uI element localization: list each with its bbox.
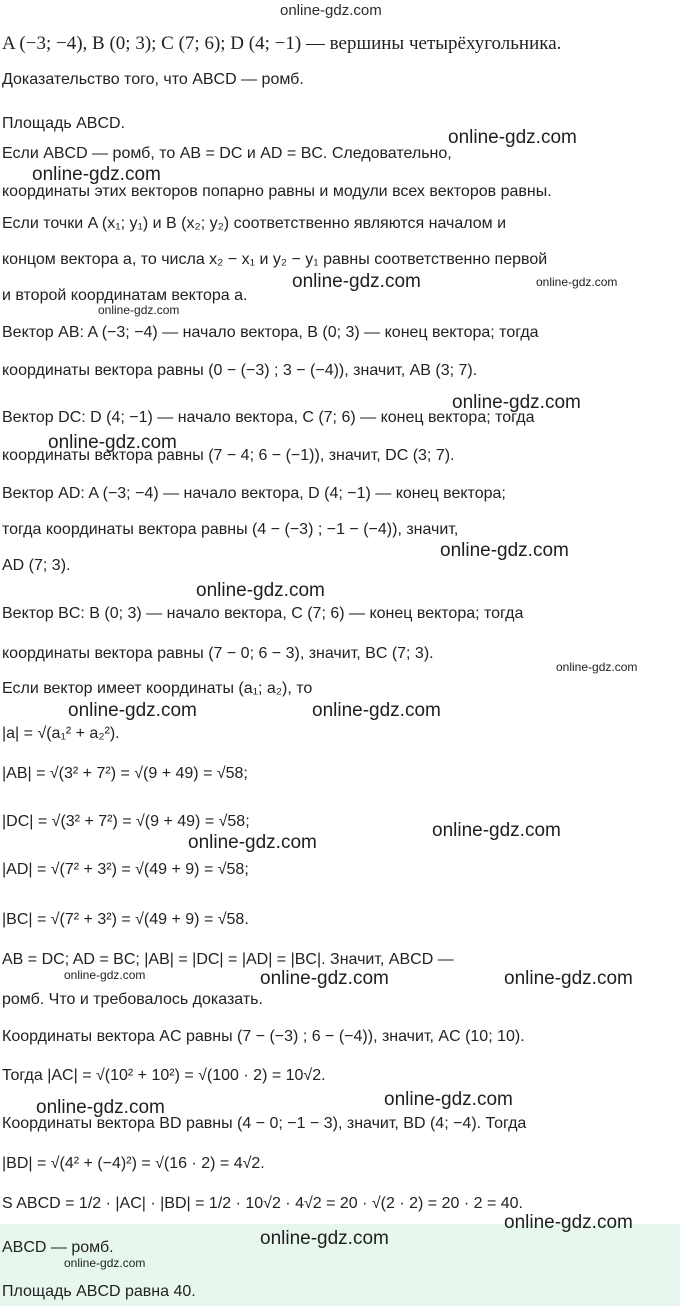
line-vector-coords: и второй координатам вектора a.: [2, 287, 248, 304]
watermark: online-gdz.com: [292, 271, 421, 292]
line-ad-coords: тогда координаты вектора равны (4 − (−3) ; −1 − (−4)), значит,: [2, 521, 459, 538]
watermark: online-gdz.com: [432, 820, 561, 841]
watermark: online-gdz.com: [504, 1212, 633, 1233]
line-vector-length-rule: Если вектор имеет координаты (a₁; a₂), то: [2, 680, 313, 697]
watermark: online-gdz.com: [36, 1097, 165, 1118]
watermark: online-gdz.com: [68, 700, 197, 721]
line-area-formula: S ABCD = 1/2 · |AC| · |BD| = 1/2 · 10√2 · 4√2 = 20 · √(2 · 2) = 20 · 2 = 40.: [2, 1195, 523, 1212]
watermark: online-gdz.com: [384, 1089, 513, 1110]
line-ac-coords: Координаты вектора AC равны (7 − (−3) ; 6 − (−4)), значит, AC (10; 10).: [2, 1028, 525, 1045]
line-vector-ad: Вектор AD: A (−3; −4) — начало вектора, D (4; −1) — конец вектора;: [2, 485, 506, 502]
watermark: online-gdz.com: [448, 127, 577, 148]
line-ad-result: AD (7; 3).: [2, 557, 71, 574]
answer-rhombus: ABCD — ромб.: [2, 1239, 114, 1256]
line-coordinates-equal: координаты этих векторов попарно равны и модули всех векторов равны.: [2, 183, 552, 200]
watermark: online-gdz.com: [260, 968, 389, 989]
line-vertices: A (−3; −4), B (0; 3); C (7; 6); D (4; −1) — вершины четырёхугольника.: [2, 33, 562, 54]
watermark: online-gdz.com: [32, 164, 161, 185]
watermark: online-gdz.com: [312, 700, 441, 721]
line-vector-end: концом вектора a, то числа x₂ − x₁ и y₂ − y₁ равны соответственно первой: [2, 251, 548, 268]
line-if-rhombus: Если ABCD — ромб, то AB = DC и AD = BC. Следовательно,: [2, 145, 452, 162]
watermark: online-gdz.com: [452, 392, 581, 413]
line-length-bc: |BC| = √(7² + 3²) = √(49 + 9) = √58.: [2, 911, 249, 928]
line-vector-ab: Вектор AB: A (−3; −4) — начало вектора, B (0; 3) — конец вектора; тогда: [2, 324, 539, 341]
watermark-small: online-gdz.com: [64, 968, 146, 982]
line-prove-rhombus: Доказательство того, что ABCD — ромб.: [2, 71, 304, 88]
watermark-small: online-gdz.com: [556, 660, 638, 674]
line-proved: ромб. Что и требовалось доказать.: [2, 991, 263, 1008]
watermark: online-gdz.com: [196, 580, 325, 601]
line-conclusion: AB = DC; AD = BC; |AB| = |DC| = |AD| = |BC|. Значит, ABCD —: [2, 951, 454, 968]
line-ab-coords: координаты вектора равны (0 − (−3) ; 3 − (−4)), значит, AB (3; 7).: [2, 362, 478, 379]
line-bc-coords: координаты вектора равны (7 − 0; 6 − 3), значит, BC (7; 3).: [2, 645, 434, 662]
line-bd-length: |BD| = √(4² + (−4)²) = √(16 · 2) = 4√2.: [2, 1155, 265, 1172]
line-length-ab: |AB| = √(3² + 7²) = √(9 + 49) = √58;: [2, 765, 248, 782]
line-dc-coords: координаты вектора равны (7 − 4; 6 − (−1)), значит, DC (3; 7).: [2, 447, 455, 464]
watermark: online-gdz.com: [260, 1228, 389, 1249]
line-points-start: Если точки A (x₁; y₁) и B (x₂; y₂) соответственно являются началом и: [2, 215, 507, 232]
line-ac-length: Тогда |AC| = √(10² + 10²) = √(100 · 2) = 10√2.: [2, 1067, 326, 1084]
line-bd-coords: Координаты вектора BD равны (4 − 0; −1 − 3), значит, BD (4; −4). Тогда: [2, 1115, 527, 1132]
watermark-top: online-gdz.com: [280, 2, 382, 19]
line-vector-dc: Вектор DC: D (4; −1) — начало вектора, C (7; 6) — конец вектора; тогда: [2, 409, 535, 426]
line-length-dc: |DC| = √(3² + 7²) = √(9 + 49) = √58;: [2, 813, 250, 830]
watermark-small: online-gdz.com: [98, 303, 180, 317]
line-length-ad: |AD| = √(7² + 3²) = √(49 + 9) = √58;: [2, 861, 249, 878]
watermark: online-gdz.com: [440, 540, 569, 561]
watermark: online-gdz.com: [504, 968, 633, 989]
answer-area: Площадь ABCD равна 40.: [2, 1283, 196, 1300]
line-area-task: Площадь ABCD.: [2, 115, 125, 132]
watermark-small: online-gdz.com: [64, 1256, 146, 1270]
line-length-formula: |a| = √(a₁² + a₂²).: [2, 725, 120, 742]
watermark-small: online-gdz.com: [536, 275, 618, 289]
watermark: online-gdz.com: [188, 832, 317, 853]
line-vector-bc: Вектор BC: B (0; 3) — начало вектора, C (7; 6) — конец вектора; тогда: [2, 605, 524, 622]
watermark: online-gdz.com: [48, 432, 177, 453]
